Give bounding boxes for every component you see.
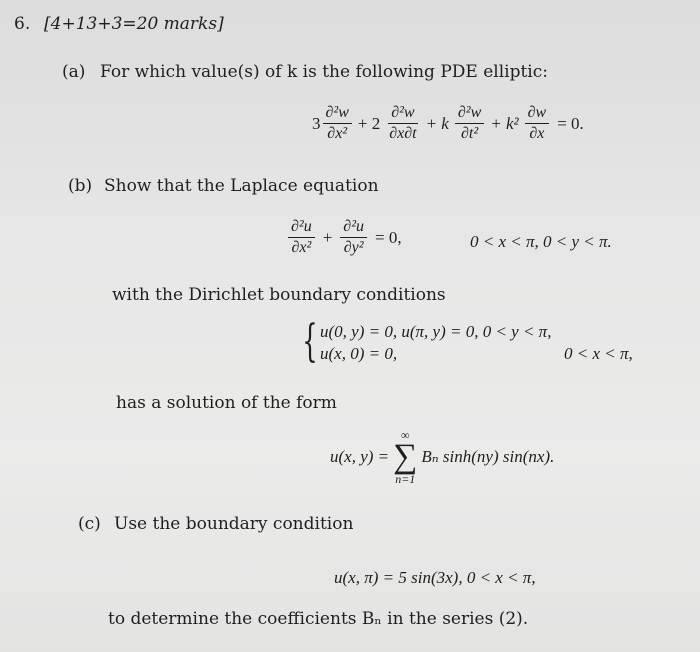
laplace-rhs: = 0, bbox=[375, 227, 402, 247]
pde-term-3: $\frac{\text{∂²w}}{\text{∂t²}}$ bbox=[455, 104, 484, 143]
series-solution bbox=[330, 428, 554, 486]
sum-upper-limit: ∞ bbox=[400, 428, 410, 442]
pde-plus-2: + k bbox=[425, 113, 449, 133]
pde-rhs: = 0. bbox=[557, 113, 584, 133]
pde-plus-1: + 2 bbox=[357, 113, 381, 133]
pde-coef-1: 3 bbox=[312, 113, 321, 133]
bc-line-2-left: u(x, 0) = 0, bbox=[320, 344, 398, 363]
pde-term-2: $\frac{\text{∂²w}}{\partial x\partial t}$ bbox=[389, 104, 417, 142]
laplace-term-1: $\frac{\text{∂²u}}{\text{∂x²}}$ bbox=[288, 218, 315, 257]
part-a-question: For which value(s) of k is the following PDE elliptic: bbox=[100, 62, 548, 82]
question-number: 6. bbox=[14, 14, 31, 34]
summation bbox=[393, 428, 417, 486]
part-b-question: Show that the Laplace equation bbox=[104, 176, 379, 196]
pde-term-4: $\frac{\partial w}{\partial x}$ bbox=[525, 104, 550, 143]
bc-line-2-right: 0 < x < π, bbox=[564, 344, 633, 363]
part-a-label: (a) bbox=[62, 62, 86, 82]
series-term: Bₙ sinh(ny) sin(nx). bbox=[421, 447, 555, 466]
part-b-label: (b) bbox=[68, 176, 93, 196]
laplace-term-2: $\frac{\text{∂²u}}{\text{∂y²}}$ bbox=[340, 218, 367, 257]
part-c-question: Use the boundary condition bbox=[114, 514, 354, 534]
laplace-plus: + bbox=[322, 227, 333, 247]
part-c-label: (c) bbox=[78, 514, 101, 534]
sigma-icon: ∑ bbox=[393, 438, 418, 475]
series-lhs: u(x, y) = bbox=[330, 447, 390, 466]
pde-term-1: $\frac{\text{∂²w}}{\text{∂x²}}$ bbox=[323, 104, 352, 143]
pde-plus-3: + k² bbox=[490, 113, 519, 133]
bc-line-1: u(0, y) = 0, u(π, y) = 0, 0 < y < π, bbox=[320, 322, 552, 341]
sum-lower-limit: n=1 bbox=[395, 472, 416, 486]
laplace-equation bbox=[286, 218, 402, 257]
part-c-boundary-condition: u(x, π) = 5 sin(3x), 0 < x < π, bbox=[334, 568, 536, 587]
part-c-closing: to determine the coefficients Bₙ in the series (2). bbox=[108, 609, 529, 629]
laplace-domain: 0 < x < π, 0 < y < π. bbox=[470, 232, 612, 251]
solution-text: has a solution of the form bbox=[116, 393, 337, 413]
dirichlet-text: with the Dirichlet boundary conditions bbox=[112, 285, 446, 305]
marks-allocation: [4+13+3=20 marks] bbox=[44, 14, 224, 34]
left-brace-icon: { bbox=[302, 316, 318, 367]
pde-equation bbox=[312, 104, 584, 143]
